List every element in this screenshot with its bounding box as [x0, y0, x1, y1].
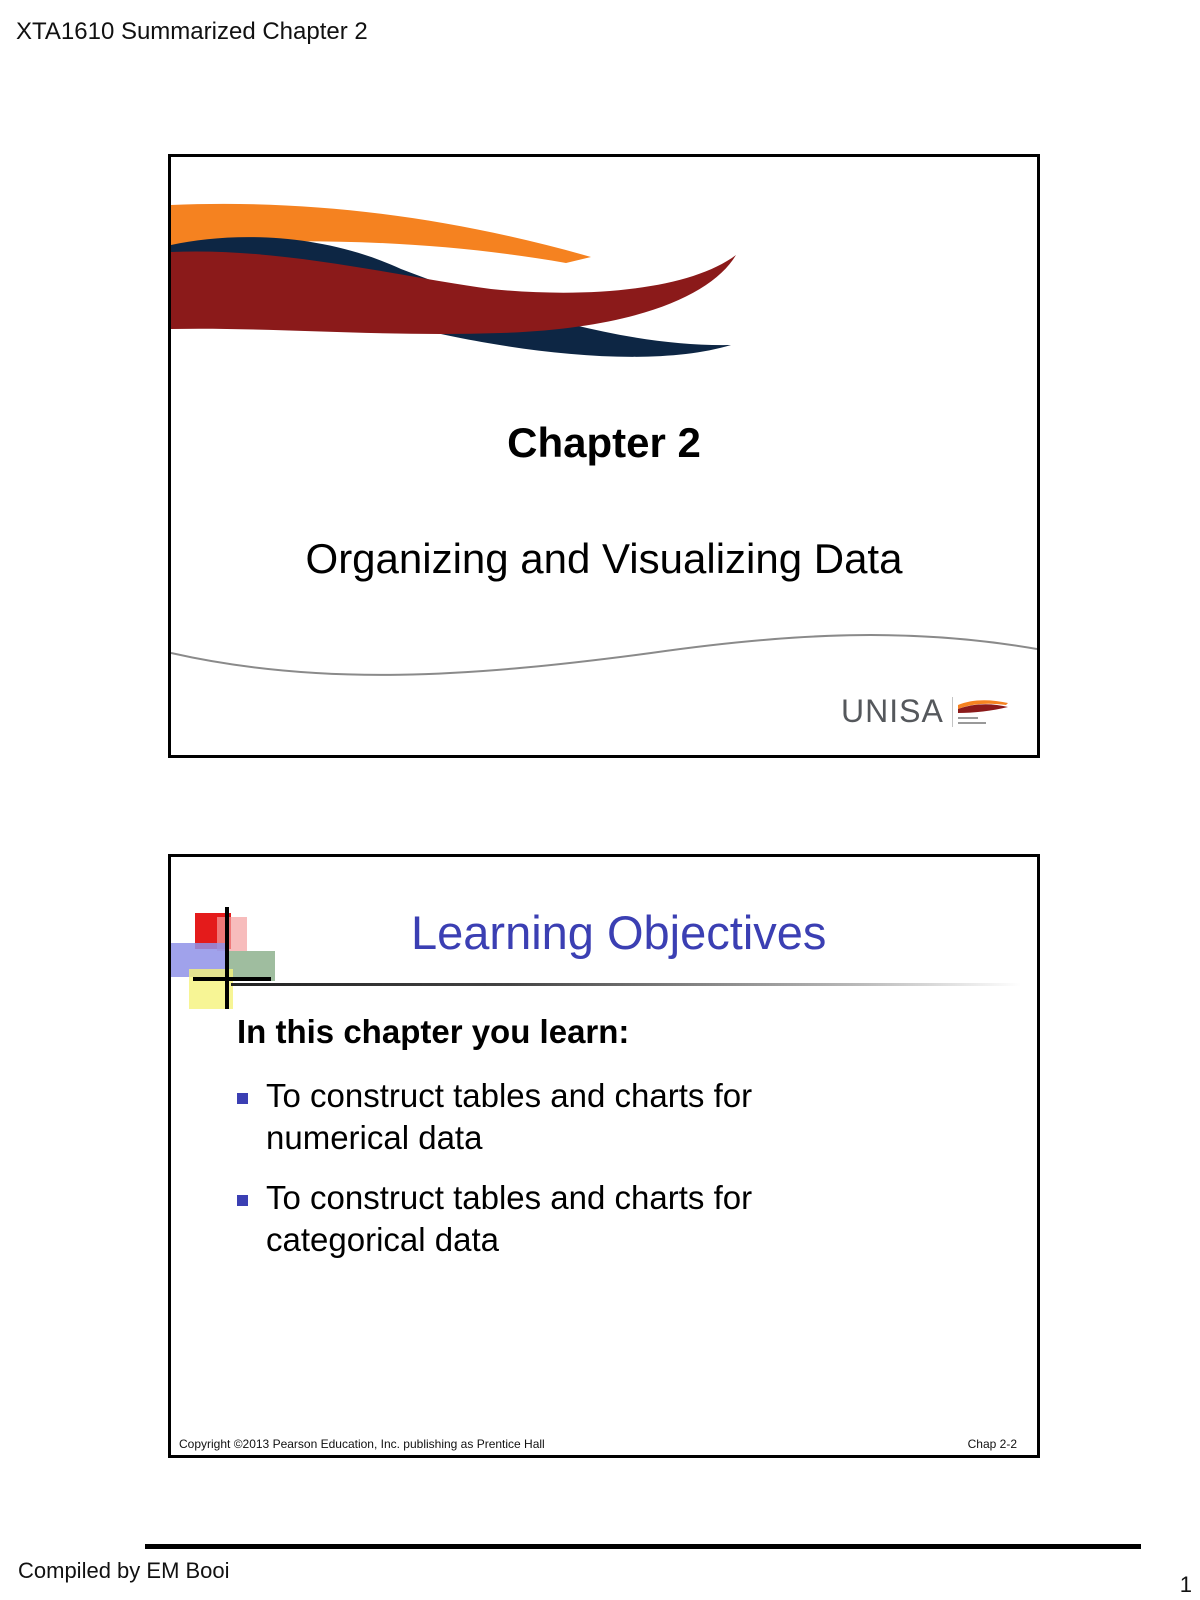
unisa-emblem-icon [952, 695, 1010, 729]
slide-title-text: Chapter 2 [507, 419, 701, 466]
slide-number: Chap 2-2 [967, 1437, 1017, 1451]
square-bullet-icon [237, 1093, 248, 1104]
list-item-line: categorical data [266, 1221, 499, 1258]
slide-learning-objectives [168, 854, 1040, 1458]
divider-curve [171, 635, 1037, 675]
document-footer: Compiled by EM Booi [18, 1558, 230, 1583]
intro-text: In this chapter you learn: [237, 1013, 630, 1050]
heading-divider [231, 983, 1021, 986]
list-item [237, 1177, 837, 1261]
unisa-logo-text: UNISA [841, 693, 944, 729]
objectives-list [237, 1075, 837, 1279]
footer-divider [145, 1544, 1141, 1549]
slide-title [168, 154, 1040, 758]
page-number: 1 [1179, 1572, 1192, 1597]
list-item-line: To construct tables and charts for [266, 1077, 753, 1114]
unisa-logo [841, 693, 1010, 730]
slide-subtitle-text: Organizing and Visualizing Data [305, 535, 903, 582]
slide-heading: Learning Objectives [411, 906, 827, 959]
square-bullet-icon [237, 1195, 248, 1206]
list-item [237, 1075, 837, 1159]
slide-copyright: Copyright ©2013 Pearson Education, Inc. publishing as Prentice Hall [179, 1437, 545, 1451]
list-item-line: To construct tables and charts for [266, 1179, 753, 1216]
maroon-ribbon [171, 251, 736, 334]
document-header: XTA1610 Summarized Chapter 2 [16, 18, 368, 45]
list-item-line: numerical data [266, 1119, 483, 1156]
decorative-squares-icon [171, 907, 291, 1017]
